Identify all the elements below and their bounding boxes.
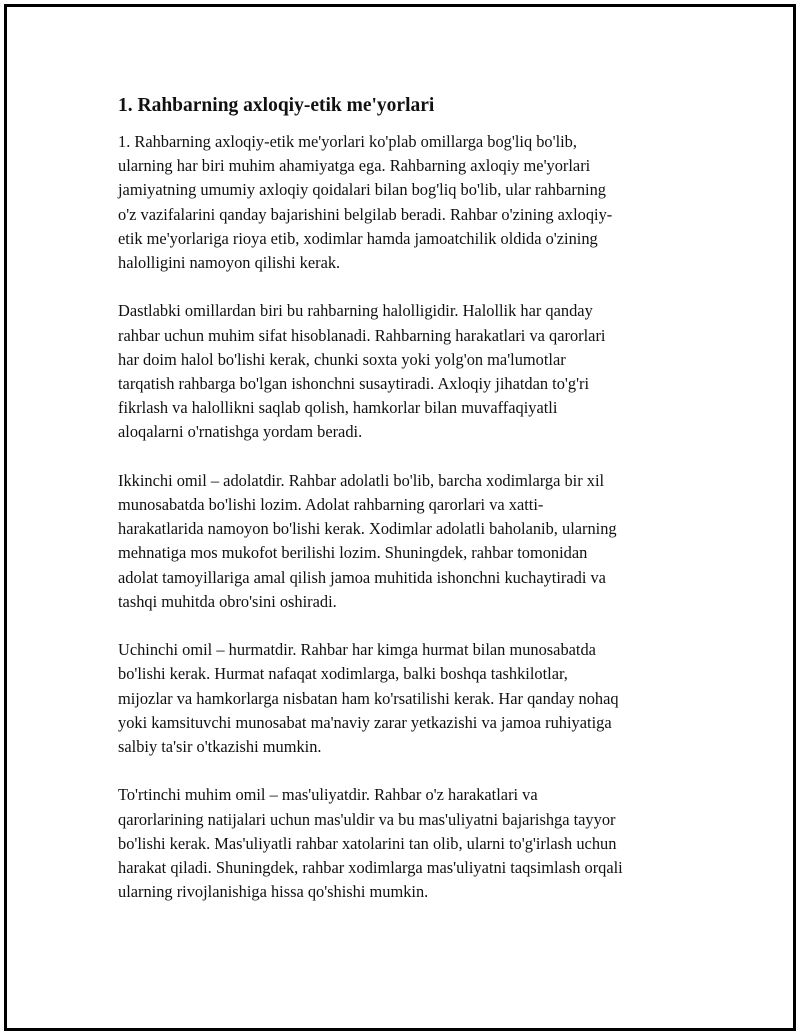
- text-line: bo'lishi kerak. Mas'uliyatli rahbar xatolarini tan olib, ularni to'g'irlash uchun: [118, 833, 617, 853]
- text-line: yoki kamsituvchi munosabat ma'naviy zarar yetkazishi va jamoa ruhiyatiga: [118, 712, 612, 732]
- paragraph-honesty: [118, 299, 690, 444]
- text-line: 1. Rahbarning axloqiy-etik me'yorlari ko'plab omillarga bog'liq bo'lib,: [118, 132, 577, 151]
- text-line: To'rtinchi muhim omil – mas'uliyatdir. Rahbar o'z harakatlari va: [118, 785, 538, 805]
- text-line: o'z vazifalarini qanday bajarishini belgilab beradi. Rahbar o'zining axloqiy-: [118, 204, 613, 224]
- text-line: ularning rivojlanishiga hissa qo'shishi mumkin.: [118, 882, 429, 902]
- text-line: qarorlarining natijalari uchun mas'uldir va bu mas'uliyatni bajarishga tayyor: [118, 809, 616, 829]
- text-line: mijozlar va hamkorlarga nisbatan ham ko'rsatilishi kerak. Har qanday nohaq: [118, 688, 619, 708]
- text-line: munosabatda bo'lishi lozim. Adolat rahbarning qarorlari va xatti-: [118, 495, 544, 515]
- text-line: tashqi muhitda obro'sini oshiradi.: [118, 591, 337, 611]
- paragraph-intro: [118, 130, 690, 275]
- text-line: aloqalarni o'rnatishga yordam beradi.: [118, 422, 363, 442]
- text-line: harakatlarida namoyon bo'lishi kerak. Xodimlar adolatli baholanib, ularning: [118, 519, 617, 539]
- text-line: fikrlash va halollikni saqlab qolish, hamkorlar bilan muvaffaqiyatli: [118, 398, 558, 418]
- text-line: halolligini namoyon qilishi kerak.: [118, 253, 341, 273]
- paragraph-respect: [118, 638, 690, 759]
- document-title: 1. Rahbarning axloqiy-etik me'yorlari: [118, 95, 435, 116]
- text-line: mehnatiga mos mukofot berilishi lozim. Shuningdek, rahbar tomonidan: [118, 543, 588, 563]
- text-line: Ikkinchi omil – adolatdir. Rahbar adolatli bo'lib, barcha xodimlarga bir xil: [118, 470, 605, 490]
- text-line: adolat tamoyillariga amal qilish jamoa muhitida ishonchni kuchaytiradi va: [118, 567, 606, 587]
- text-line: etik me'yorlariga rioya etib, xodimlar hamda jamoatchilik oldida o'zining: [118, 228, 598, 248]
- paragraph-responsibility: [118, 783, 690, 904]
- text-line: salbiy ta'sir o'tkazishi mumkin.: [118, 737, 322, 757]
- paragraph-justice: [118, 469, 690, 614]
- text-line: Dastlabki omillardan biri bu rahbarning halolligidir. Halollik har qanday: [118, 301, 593, 321]
- text-line: harakat qiladi. Shuningdek, rahbar xodimlarga mas'uliyatni taqsimlash orqali: [118, 858, 623, 878]
- text-line: Uchinchi omil – hurmatdir. Rahbar har kimga hurmat bilan munosabatda: [118, 640, 596, 660]
- text-line: ularning har biri muhim ahamiyatga ega. Rahbarning axloqiy me'yorlari: [118, 156, 591, 176]
- text-line: tarqatish rahbarga bo'lgan ishonchni susaytiradi. Axloqiy jihatdan to'g'ri: [118, 374, 590, 394]
- text-line: jamiyatning umumiy axloqiy qoidalari bilan bog'liq bo'lib, ular rahbarning: [118, 180, 606, 200]
- text-line: har doim halol bo'lishi kerak, chunki soxta yoki yolg'on ma'lumotlar: [118, 349, 566, 369]
- text-line: bo'lishi kerak. Hurmat nafaqat xodimlarga, balki boshqa tashkilotlar,: [118, 664, 568, 684]
- document-body: [118, 92, 690, 929]
- text-line: rahbar uchun muhim sifat hisoblanadi. Rahbarning harakatlari va qarorlari: [118, 325, 606, 345]
